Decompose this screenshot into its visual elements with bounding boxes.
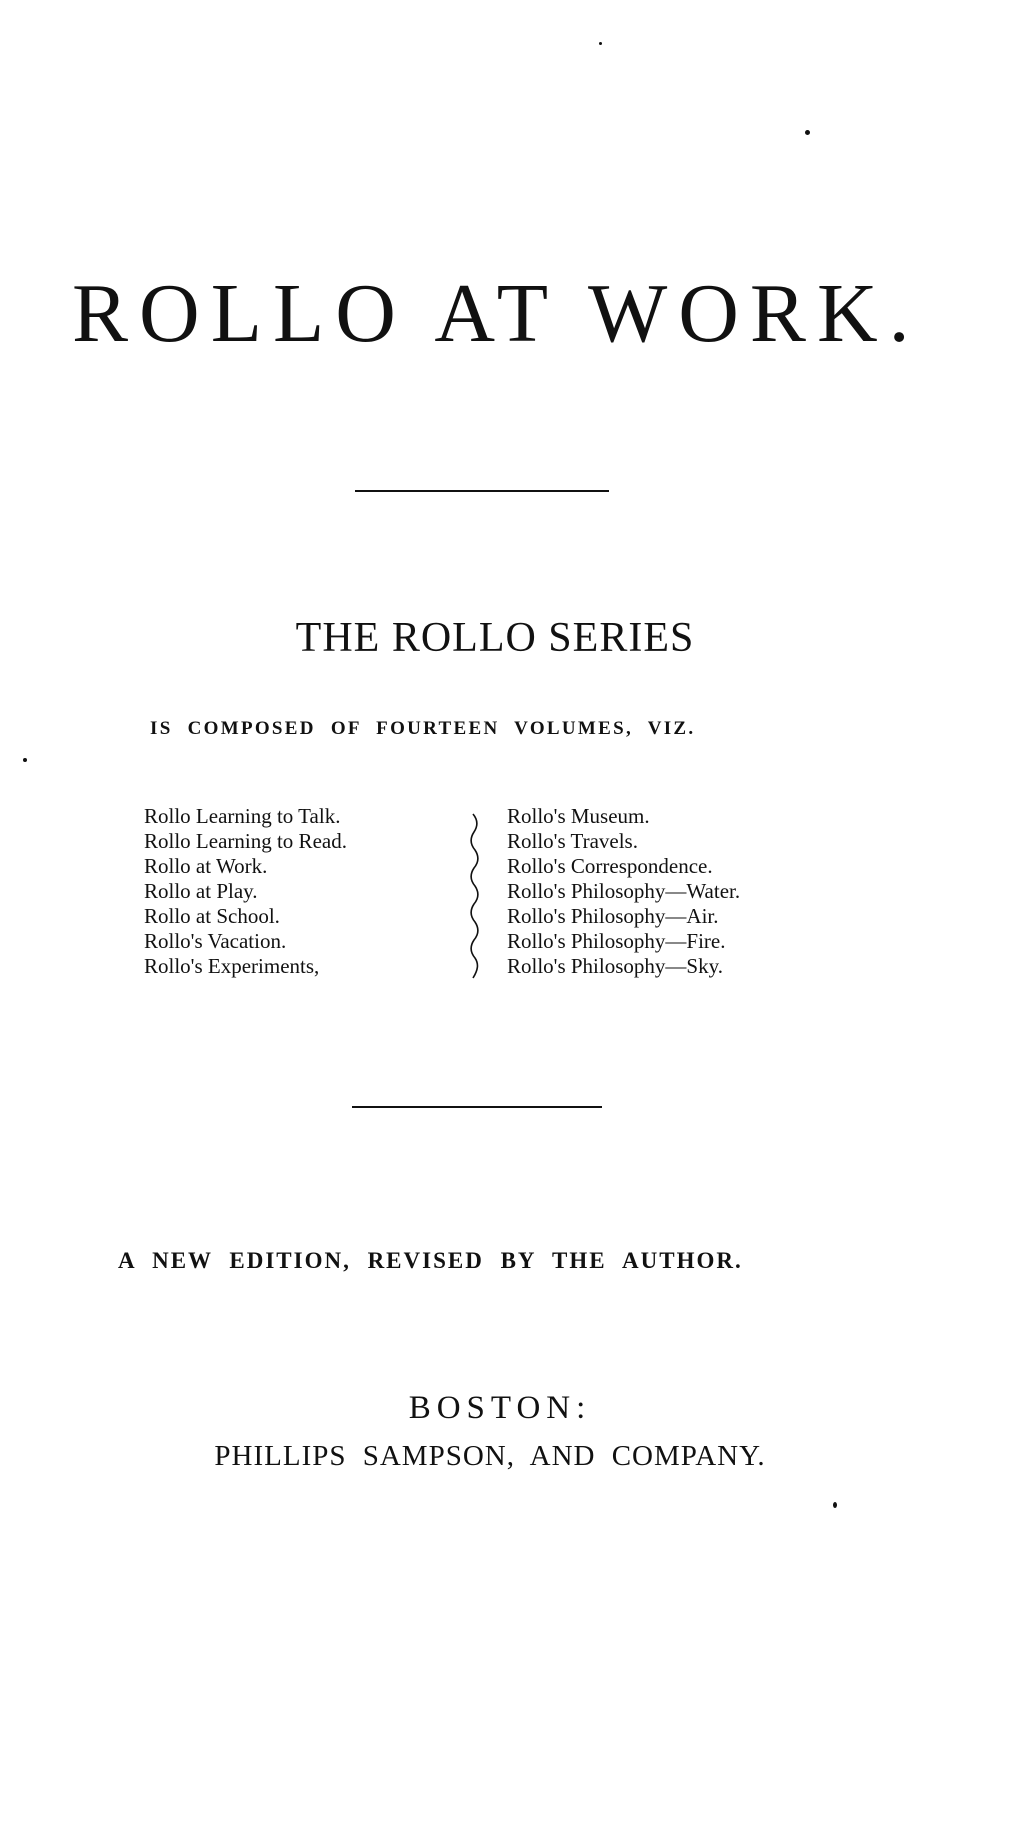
- volume-item: Rollo's Travels.: [507, 829, 638, 853]
- ink-speck: [805, 130, 810, 135]
- edition-note: A NEW EDITION, REVISED BY THE AUTHOR.: [118, 1248, 743, 1273]
- ink-speck: [833, 1502, 837, 1508]
- volume-item: Rollo Learning to Talk.: [144, 804, 341, 828]
- volume-item: Rollo's Museum.: [507, 804, 650, 828]
- volume-item: Rollo at Play.: [144, 879, 258, 903]
- book-title: ROLLO AT WORK.: [72, 267, 921, 360]
- volume-item: Rollo at School.: [144, 904, 280, 928]
- volume-item: Rollo's Philosophy—Fire.: [507, 929, 726, 953]
- volume-item: Rollo's Philosophy—Water.: [507, 879, 741, 903]
- volume-list-left: [144, 804, 444, 979]
- volume-item: Rollo's Philosophy—Air.: [507, 904, 719, 928]
- volume-item: Rollo Learning to Read.: [144, 829, 347, 853]
- volume-item: Rollo's Philosophy—Sky.: [507, 954, 723, 978]
- series-heading: THE ROLLO SERIES: [295, 615, 695, 661]
- imprint-city: BOSTON:: [408, 1390, 592, 1426]
- divider-rule-bottom: [352, 1106, 602, 1108]
- imprint-publisher: PHILLIPS SAMPSON, AND COMPANY.: [214, 1440, 766, 1472]
- ink-speck: [23, 758, 27, 762]
- column-brace-divider: [469, 812, 481, 980]
- series-composed-line: IS COMPOSED OF FOURTEEN VOLUMES, VIZ.: [150, 718, 696, 739]
- ink-speck: [599, 42, 602, 45]
- volume-item: Rollo's Correspondence.: [507, 854, 713, 878]
- volume-item: Rollo at Work.: [144, 854, 268, 878]
- volume-item: Rollo's Vacation.: [144, 929, 287, 953]
- divider-rule-top: [355, 490, 609, 492]
- volume-list-right: [507, 804, 847, 979]
- volume-item: Rollo's Experiments,: [144, 954, 320, 978]
